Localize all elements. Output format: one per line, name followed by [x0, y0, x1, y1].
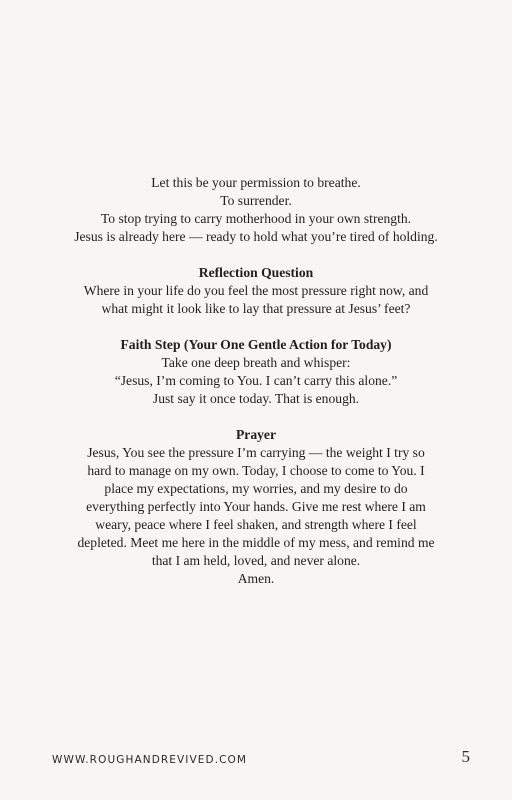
- spacer: [40, 246, 472, 264]
- reflection-line: Where in your life do you feel the most pressure right now, and: [83, 283, 429, 298]
- prayer-line: everything perfectly into Your hands. Give me rest where I am: [86, 499, 426, 514]
- intro-line: Jesus is already here — ready to hold what you’re tired of holding.: [74, 229, 438, 244]
- reflection-section: [40, 264, 472, 318]
- prayer-line: that I am held, loved, and never alone.: [151, 553, 361, 568]
- prayer-section: [40, 426, 472, 588]
- page-number: 5: [461, 747, 470, 766]
- prayer-amen: Amen.: [237, 571, 275, 586]
- intro-line: To surrender.: [220, 193, 292, 208]
- reflection-line: what might it look like to lay that pressure at Jesus’ feet?: [101, 301, 411, 316]
- intro-section: [40, 174, 472, 246]
- footer-website-url: WWW.ROUGHANDREVIVED.COM: [52, 754, 248, 766]
- prayer-heading: Prayer: [236, 427, 276, 442]
- reflection-heading: Reflection Question: [198, 265, 314, 280]
- intro-line: Let this be your permission to breathe.: [151, 175, 361, 190]
- prayer-line: weary, peace where I feel shaken, and strength where I feel: [95, 517, 417, 532]
- faith-step-section: [40, 336, 472, 408]
- faith-step-line: Take one deep breath and whisper:: [161, 355, 351, 370]
- intro-line: To stop trying to carry motherhood in your own strength.: [100, 211, 412, 226]
- spacer: [40, 318, 472, 336]
- faith-step-heading: Faith Step (Your One Gentle Action for Today): [120, 337, 392, 352]
- spacer: [40, 408, 472, 426]
- prayer-line: depleted. Meet me here in the middle of my mess, and remind me: [77, 535, 435, 550]
- prayer-line: hard to manage on my own. Today, I choose to come to You. I: [87, 463, 425, 478]
- faith-step-line: Just say it once today. That is enough.: [152, 391, 360, 406]
- prayer-line: Jesus, You see the pressure I’m carrying — the weight I try so: [87, 445, 425, 460]
- page-body: [40, 174, 472, 588]
- prayer-line: place my expectations, my worries, and my desire to do: [104, 481, 408, 496]
- faith-step-line: “Jesus, I’m coming to You. I can’t carry this alone.”: [114, 373, 398, 388]
